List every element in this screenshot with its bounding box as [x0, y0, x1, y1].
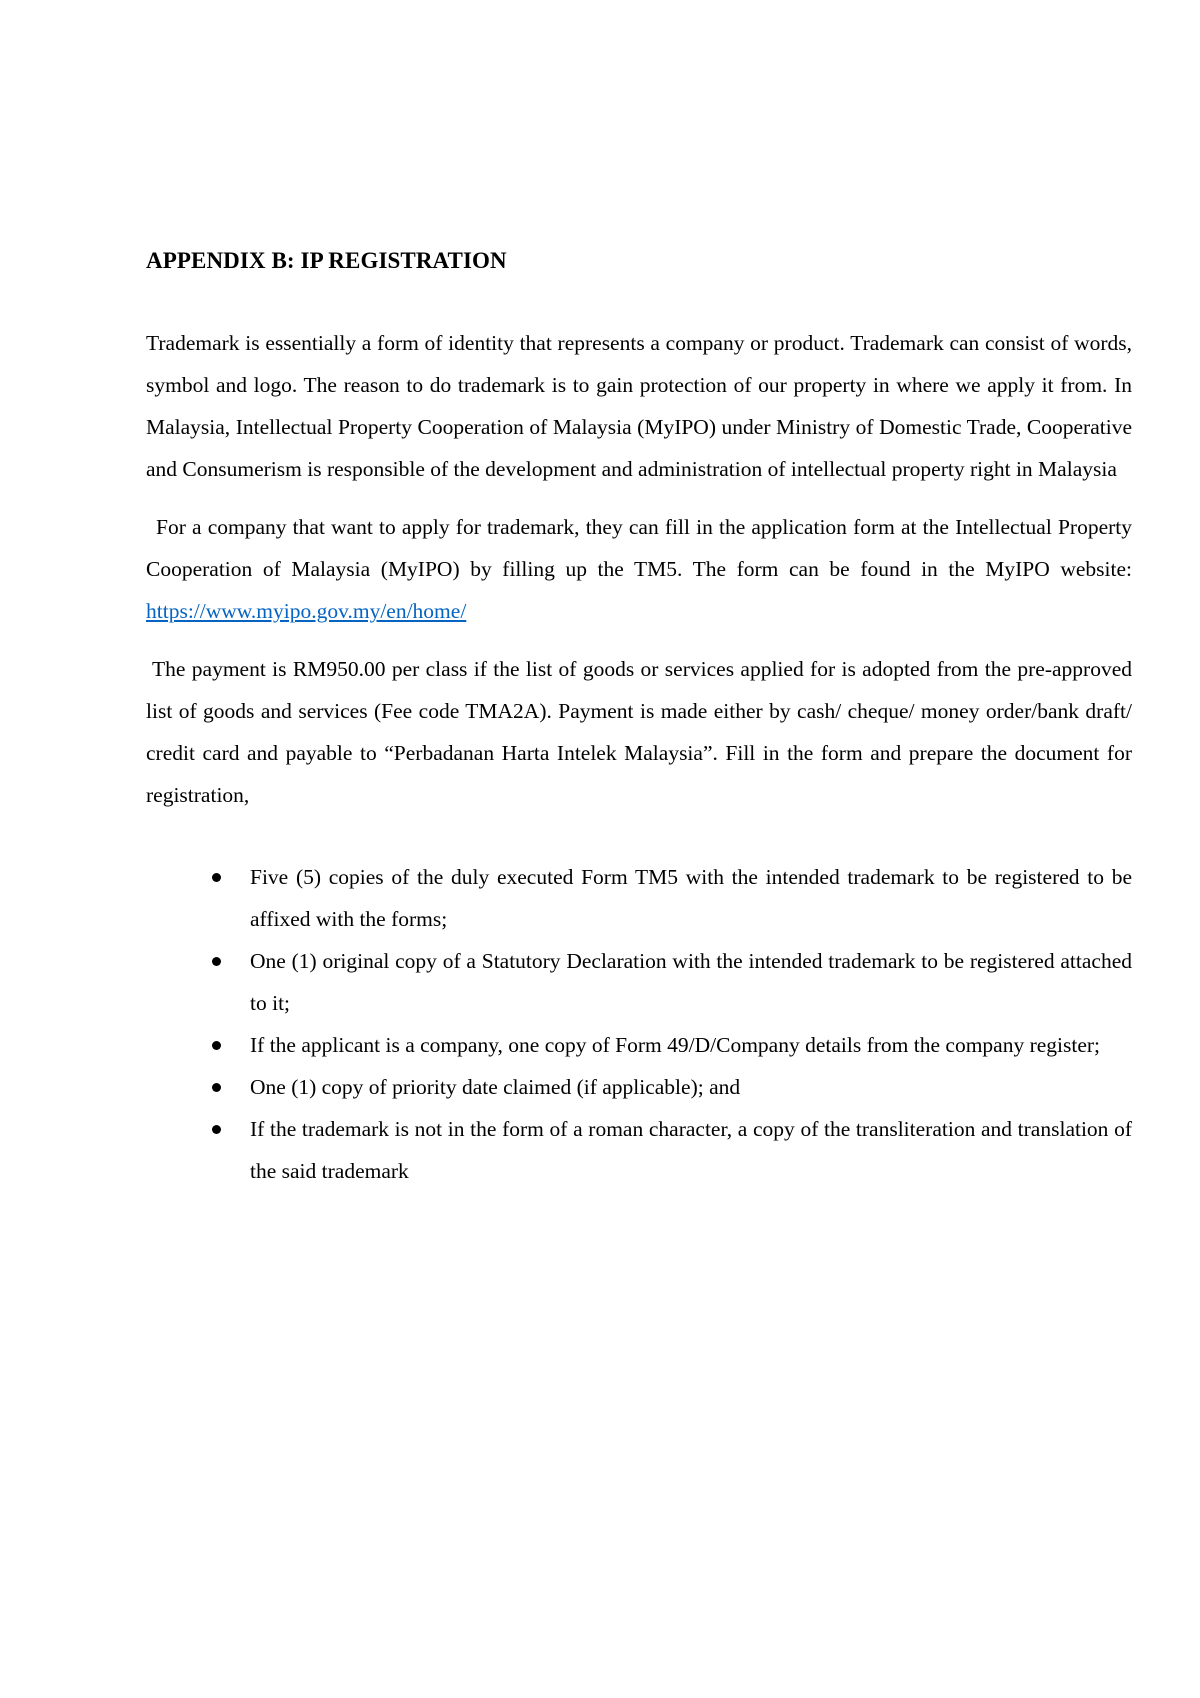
document-body: [146, 246, 1132, 1192]
application-paragraph: [146, 506, 1132, 632]
application-paragraph-text: For a company that want to apply for trademark, they can fill in the application form at the Intellectual Property Cooperation of Malaysia (MyIPO) by filling up the TM5. The form can be found in the MyIPO website:: [146, 515, 1132, 581]
list-item: [146, 1066, 1132, 1108]
myipo-website-link[interactable]: https://www.myipo.gov.my/en/home/: [146, 599, 467, 623]
list-item-text: If the applicant is a company, one copy of Form 49/D/Company details from the company register;: [250, 1033, 1101, 1057]
bullet-icon: [212, 873, 221, 882]
payment-paragraph: The payment is RM950.00 per class if the list of goods or services applied for is adopted from the pre-approved list of goods and services (Fee code TMA2A). Payment is made either by cash/ cheque/ money order/bank draft/ credit card and payable to “Perbadanan Harta Intelek Malaysia”. Fill in the form and prepare the document for registration,: [146, 657, 1132, 807]
list-item-text: One (1) original copy of a Statutory Declaration with the intended trademark to be registered attached to it;: [250, 949, 1132, 1015]
trademark-intro-paragraph: Trademark is essentially a form of identity that represents a company or product. Trademark can consist of words, symbol and logo. The reason to do trademark is to gain protection of our property in where we apply it from. In Malaysia, Intellectual Property Cooperation of Malaysia (MyIPO) under Ministry of Domestic Trade, Cooperative and Consumerism is responsible of the development and administration of intellectual property right in Malaysia: [146, 331, 1132, 481]
bullet-icon: [212, 1041, 221, 1050]
bullet-icon: [212, 957, 221, 966]
list-item-text: One (1) copy of priority date claimed (if applicable); and: [250, 1075, 741, 1099]
list-item: [146, 1024, 1132, 1066]
appendix-heading: APPENDIX B: IP REGISTRATION: [146, 248, 507, 273]
list-item-text: Five (5) copies of the duly executed Form TM5 with the intended trademark to be registered to be affixed with the forms;: [250, 865, 1132, 931]
list-item: [146, 940, 1132, 1024]
list-item-text: If the trademark is not in the form of a roman character, a copy of the transliteration and translation of the said trademark: [250, 1117, 1132, 1183]
list-item: [146, 856, 1132, 940]
bullet-icon: [212, 1083, 221, 1092]
bullet-icon: [212, 1125, 221, 1134]
required-documents-list: [146, 856, 1132, 1192]
list-item: [146, 1108, 1132, 1192]
